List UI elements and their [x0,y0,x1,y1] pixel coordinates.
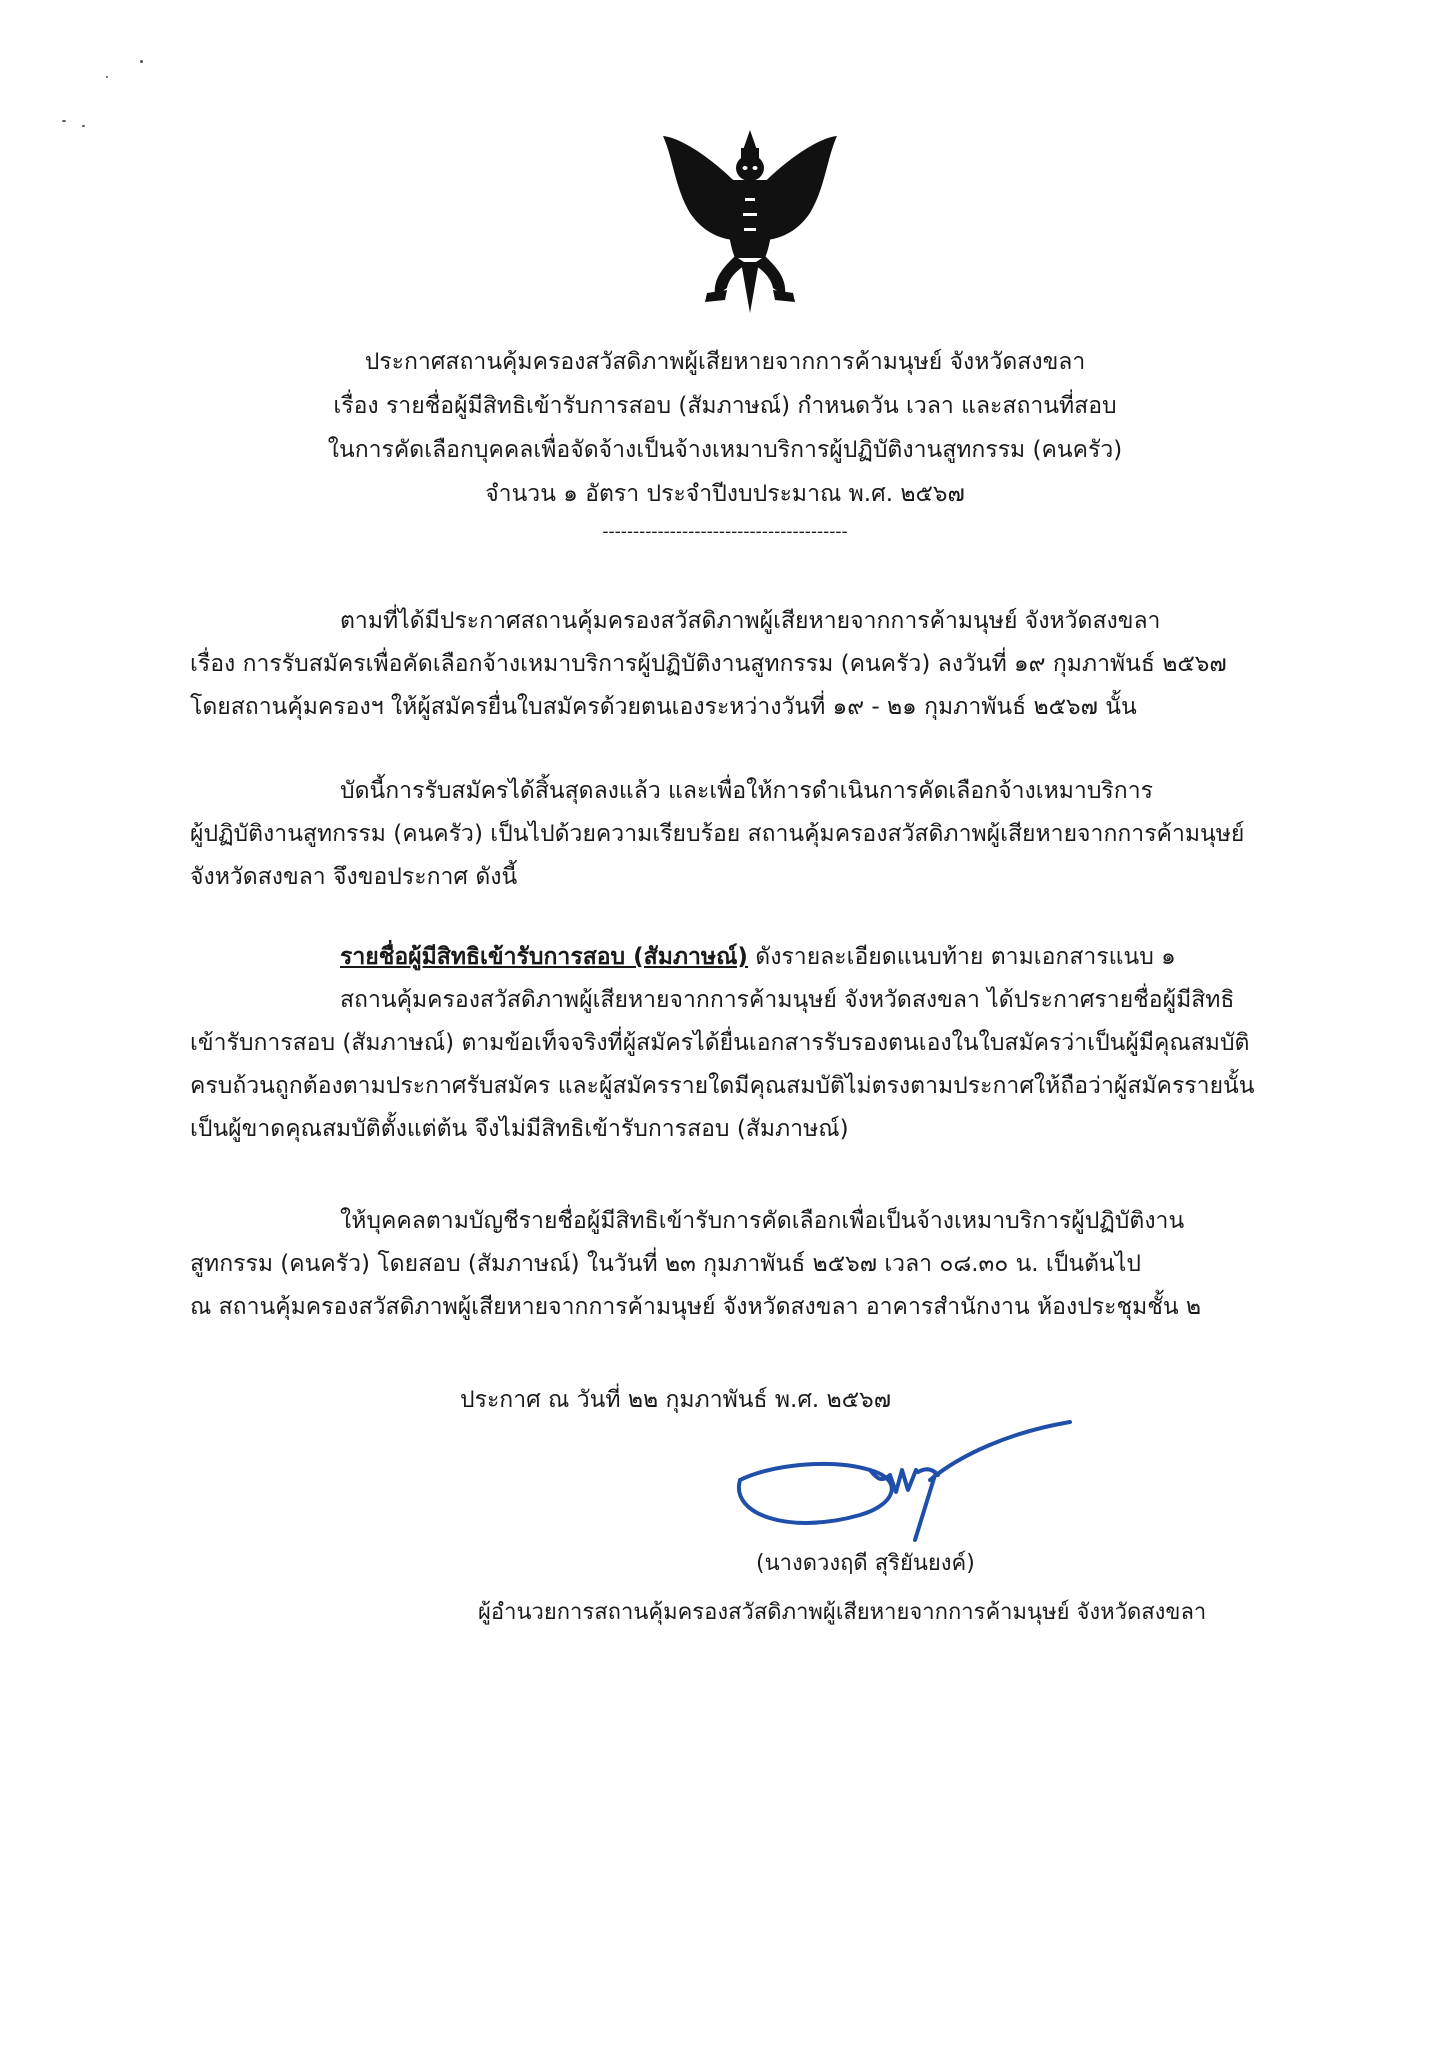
paragraph-line: บัดนี้การรับสมัครได้สิ้นสุดลงแล้ว และเพื่อให้การดำเนินการคัดเลือกจ้างเหมาบริการ [340,778,1153,804]
section-heading-line [190,936,1320,979]
paragraph-4 [190,1200,1320,1329]
paragraph-line: โดยสถานคุ้มครองฯ ให้ผู้สมัครยื่นใบสมัครด้วยตนเองระหว่างวันที่ ๑๙ - ๒๑ กุมภาพันธ์ ๒๕๖๗ นั้น [190,694,1137,720]
title-line-3: ในการคัดเลือกบุคคลเพื่อจัดจ้างเป็นจ้างเหมาบริการผู้ปฏิบัติงานสูทกรรม (คนครัว) [327,437,1123,463]
paragraph-line: เข้ารับการสอบ (สัมภาษณ์) ตามข้อเท็จจริงที่ผู้สมัครได้ยื่นเอกสารรับรองตนเองในใบสมัครว่าเป็นผู้มีคุณสมบัติ [190,1030,1250,1056]
paragraph-2 [190,770,1320,899]
signer-position: ผู้อำนวยการสถานคุ้มครองสวัสดิภาพผู้เสียหายจากการค้ามนุษย์ จังหวัดสงขลา [478,1600,1207,1625]
paragraph-line: สูทกรรม (คนครัว) โดยสอบ (สัมภาษณ์) ในวันที่ ๒๓ กุมภาพันธ์ ๒๕๖๗ เวลา ๐๘.๓๐ น. เป็นต้นไป [190,1251,1141,1277]
scan-speck [140,60,143,63]
signer-name: (นางดวงฤดี สุริยันยงค์) [756,1551,975,1576]
announcement-date: ประกาศ ณ วันที่ ๒๒ กุมภาพันธ์ พ.ศ. ๒๕๖๗ [460,1387,892,1413]
scan-speck [62,120,66,122]
paragraph-3 [190,936,1320,1151]
section-heading: รายชื่อผู้มีสิทธิเข้ารับการสอบ (สัมภาษณ์) [340,944,748,970]
paragraph-line: สถานคุ้มครองสวัสดิภาพผู้เสียหายจากการค้ามนุษย์ จังหวัดสงขลา ได้ประกาศรายชื่อผู้มีสิทธิ [340,987,1235,1013]
paragraph-line: ครบถ้วนถูกต้องตามประกาศรับสมัคร และผู้สมัครรายใดมีคุณสมบัติไม่ตรงตามประกาศให้ถือว่าผู้สมัครรายนั้น [190,1073,1255,1099]
paragraph-line: ณ สถานคุ้มครองสวัสดิภาพผู้เสียหายจากการค้ามนุษย์ จังหวัดสงขลา อาคารสำนักงาน ห้องประชุมชั้น ๒ [190,1294,1202,1320]
title-line-2: เรื่อง รายชื่อผู้มีสิทธิเข้ารับการสอบ (สัมภาษณ์) กำหนดวัน เวลา และสถานที่สอบ [333,393,1117,419]
paragraph-1 [190,600,1320,729]
garuda-emblem-icon [655,128,845,318]
scan-speck [106,76,108,78]
paragraph-line: ให้บุคคลตามบัญชีรายชื่อผู้มีสิทธิเข้ารับการคัดเลือกเพื่อเป็นจ้างเหมาบริการผู้ปฏิบัติงาน [340,1208,1185,1234]
title-line-4: จำนวน ๑ อัตรา ประจำปีงบประมาณ พ.ศ. ๒๕๖๗ [485,481,965,507]
paragraph-line: ผู้ปฏิบัติงานสูทกรรม (คนครัว) เป็นไปด้วยความเรียบร้อย สถานคุ้มครองสวัสดิภาพผู้เสียหายจากการค้ามนุษย์ [190,821,1245,847]
paragraph-line: เรื่อง การรับสมัครเพื่อคัดเลือกจ้างเหมาบริการผู้ปฏิบัติงานสูทกรรม (คนครัว) ลงวันที่ ๑๙ กุมภาพันธ์ ๒๕๖๗ [190,651,1227,677]
handwritten-signature-icon [720,1420,1080,1550]
title-divider: ---------------------------------------- [602,522,848,542]
title-line-1: ประกาศสถานคุ้มครองสวัสดิภาพผู้เสียหายจากการค้ามนุษย์ จังหวัดสงขลา [364,349,1086,375]
scan-speck [82,125,85,127]
paragraph-line: ตามที่ได้มีประกาศสถานคุ้มครองสวัสดิภาพผู้เสียหายจากการค้ามนุษย์ จังหวัดสงขลา [340,608,1161,634]
paragraph-line: เป็นผู้ขาดคุณสมบัติตั้งแต่ต้น จึงไม่มีสิทธิเข้ารับการสอบ (สัมภาษณ์) [190,1116,849,1142]
section-heading-rest: ดังรายละเอียดแนบท้าย ตามเอกสารแนบ ๑ [747,944,1176,970]
announcement-title [150,340,1300,542]
paragraph-line: จังหวัดสงขลา จึงขอประกาศ ดังนี้ [190,864,518,890]
